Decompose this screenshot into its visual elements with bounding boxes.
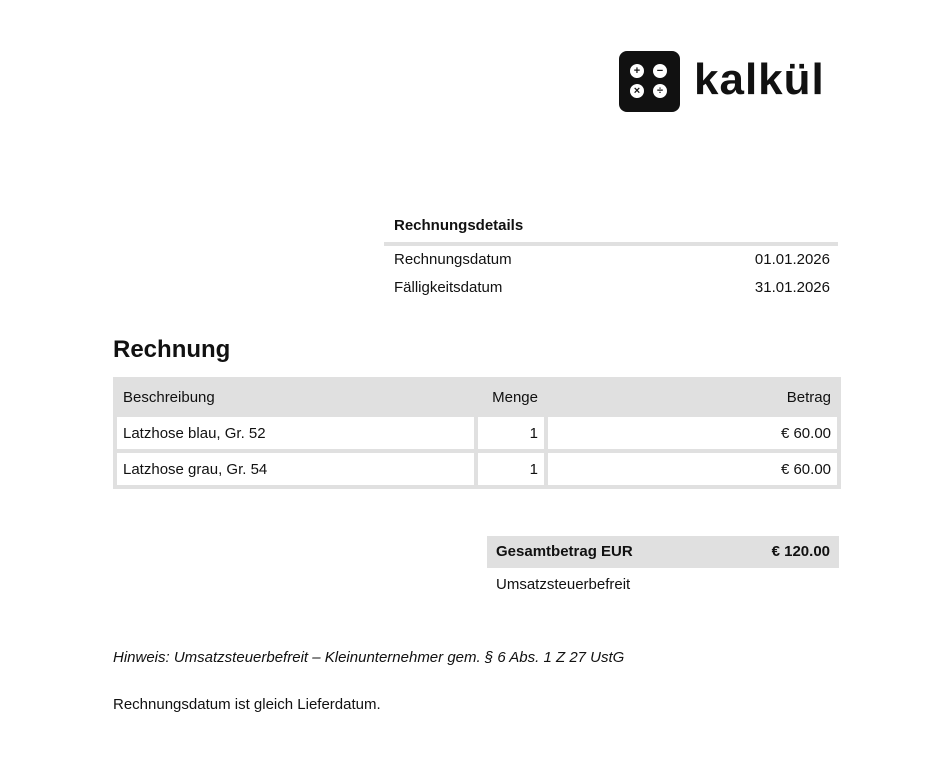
tax-hint: Hinweis: Umsatzsteuerbefreit – Kleinunternehmer gem. § 6 Abs. 1 Z 27 UstG xyxy=(113,649,625,666)
table-row xyxy=(117,417,837,449)
details-row-invoice-date xyxy=(384,246,838,274)
details-label: Fälligkeitsdatum xyxy=(394,279,503,296)
details-value: 31.01.2026 xyxy=(754,279,830,296)
total-bar xyxy=(487,536,839,568)
company-logo xyxy=(619,51,825,112)
total-value: € 120.00 xyxy=(771,543,830,560)
calculator-icon xyxy=(619,51,680,112)
table-header-row xyxy=(117,381,837,413)
invoice-details xyxy=(384,211,838,302)
total-section xyxy=(487,536,839,593)
column-header-quantity: Menge xyxy=(492,388,538,406)
details-heading: Rechnungsdetails xyxy=(384,211,838,246)
item-description: Latzhose grau, Gr. 54 xyxy=(117,453,474,485)
tax-note: Umsatzsteuerbefreit xyxy=(496,576,631,593)
delivery-note: Rechnungsdatum ist gleich Lieferdatum. xyxy=(113,696,381,713)
multiply-icon: × xyxy=(630,84,644,98)
column-header-description: Beschreibung xyxy=(123,388,215,406)
item-quantity: 1 xyxy=(478,417,544,449)
divide-icon: ÷ xyxy=(653,84,667,98)
details-value: 01.01.2026 xyxy=(754,251,830,268)
item-description: Latzhose blau, Gr. 52 xyxy=(117,417,474,449)
details-row-due-date xyxy=(384,274,838,302)
table-row xyxy=(117,453,837,485)
item-amount: € 60.00 xyxy=(548,453,837,485)
item-quantity: 1 xyxy=(478,453,544,485)
column-header-amount: Betrag xyxy=(786,388,831,406)
plus-icon: + xyxy=(630,64,644,78)
details-label: Rechnungsdatum xyxy=(394,251,512,268)
line-items-table xyxy=(113,377,841,489)
minus-icon: − xyxy=(653,64,667,78)
logo-wordmark: kalkül xyxy=(694,54,825,104)
invoice-title: Rechnung xyxy=(113,336,231,363)
total-label: Gesamtbetrag EUR xyxy=(496,543,633,560)
item-amount: € 60.00 xyxy=(548,417,837,449)
